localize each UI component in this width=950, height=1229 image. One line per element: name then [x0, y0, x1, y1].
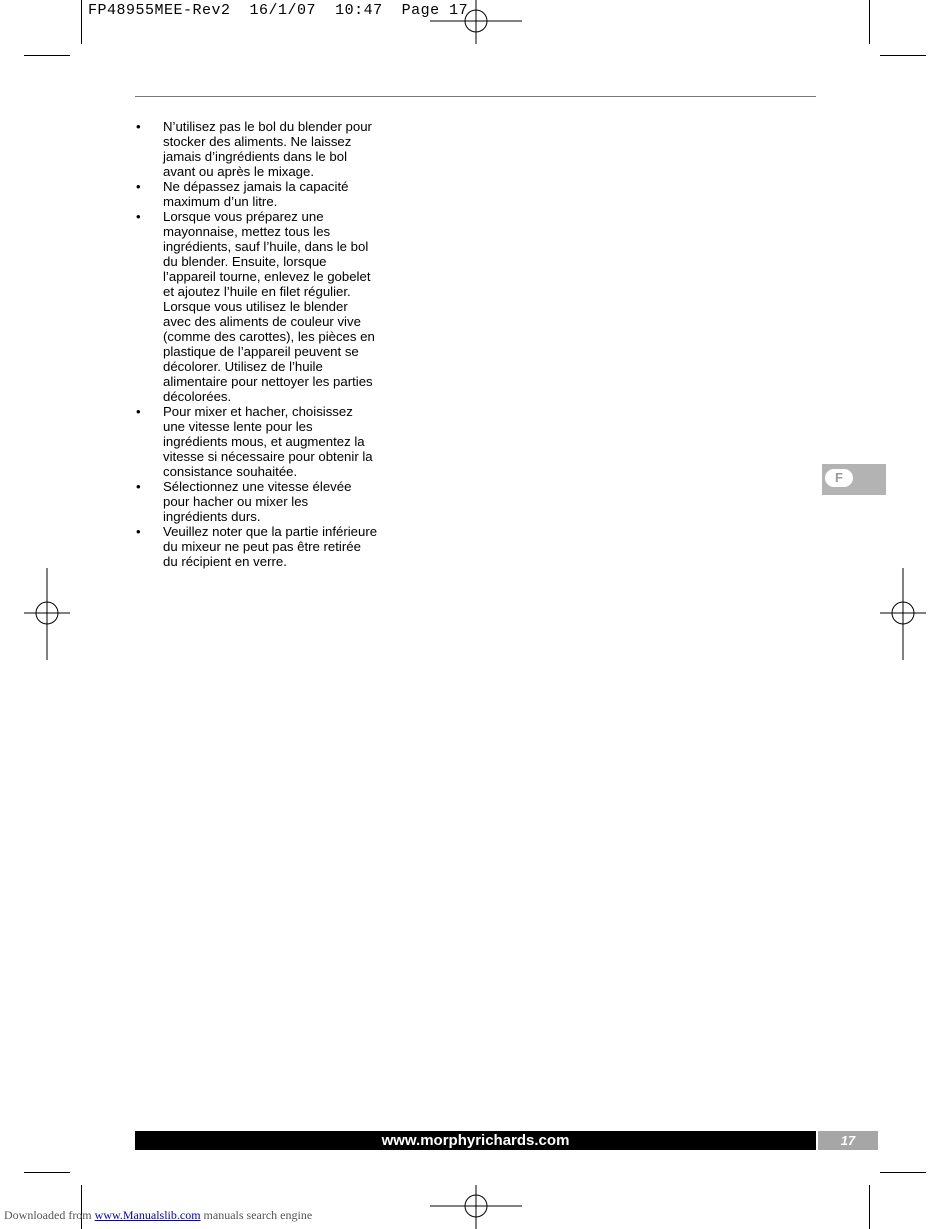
print-slug [88, 2, 468, 19]
list-item [136, 524, 386, 569]
list-item-line: pour hacher ou mixer les [163, 494, 309, 509]
download-note [4, 1208, 312, 1223]
crop-mark-top-left-vertical [81, 0, 82, 44]
registration-mark-right [880, 568, 926, 660]
list-item-line: Veuillez noter que la partie inférieure [163, 524, 378, 539]
list-item-line: ingrédients, sauf l’huile, dans le bol [163, 239, 369, 254]
download-note-suffix: manuals search engine [200, 1208, 313, 1222]
footer-website: www.morphyrichards.com [135, 1131, 816, 1150]
language-badge: F [825, 469, 853, 487]
crop-mark-bottom-right-horizontal [880, 1172, 926, 1173]
slug-time: 10:47 [335, 2, 383, 19]
list-item-line: du blender. Ensuite, lorsque [163, 254, 327, 269]
crop-mark-top-left-horizontal [24, 55, 70, 56]
list-item [136, 179, 386, 209]
list-item-line: ingrédients durs. [163, 509, 261, 524]
bullet-dot: • [136, 179, 141, 194]
list-item-line: jamais d’ingrédients dans le bol [163, 149, 348, 164]
bullet-dot: • [136, 524, 141, 539]
list-item-line: stocker des aliments. Ne laissez [163, 134, 352, 149]
crop-mark-top-right-vertical [869, 0, 870, 44]
bullet-dot: • [136, 209, 141, 224]
registration-mark-left [24, 568, 70, 660]
crop-mark-bottom-right-vertical [869, 1185, 870, 1229]
instruction-list [136, 119, 386, 569]
list-item-line: mayonnaise, mettez tous les [163, 224, 331, 239]
list-item-line: Pour mixer et hacher, choisissez [163, 404, 353, 419]
slug-date: 16/1/07 [249, 2, 317, 19]
list-item [136, 209, 386, 404]
bullet-dot: • [136, 479, 141, 494]
list-item-line: Lorsque vous utilisez le blender [163, 299, 348, 314]
list-item-line: (comme des carottes), les pièces en [163, 329, 375, 344]
list-item-line: une vitesse lente pour les [163, 419, 313, 434]
download-note-prefix: Downloaded from [4, 1208, 95, 1222]
list-item-line: alimentaire pour nettoyer les parties [163, 374, 373, 389]
list-item-line: maximum d’un litre. [163, 194, 278, 209]
page-number: 17 [818, 1131, 878, 1150]
list-item-line: ingrédients mous, et augmentez la [163, 434, 365, 449]
list-item-line: N’utilisez pas le bol du blender pour [163, 119, 372, 134]
list-item-line: du récipient en verre. [163, 554, 287, 569]
list-item-line: l’appareil tourne, enlevez le gobelet [163, 269, 371, 284]
list-item [136, 479, 386, 524]
header-rule [135, 96, 816, 97]
manualslib-link[interactable]: www.Manualslib.com [94, 1208, 201, 1222]
list-item-line: consistance souhaitée. [163, 464, 298, 479]
registration-mark-top [430, 0, 522, 44]
language-tab [822, 464, 886, 495]
slug-job: FP48955MEE-Rev2 [88, 2, 231, 19]
list-item-line: et ajoutez l’huile en filet régulier. [163, 284, 351, 299]
list-item [136, 404, 386, 479]
list-item-line: du mixeur ne peut pas être retirée [163, 539, 361, 554]
list-item-line: Lorsque vous préparez une [163, 209, 324, 224]
list-item-line: vitesse si nécessaire pour obtenir la [163, 449, 373, 464]
slug-page: Page 17 [401, 2, 469, 19]
bullet-dot: • [136, 119, 141, 134]
bullet-dot: • [136, 404, 141, 419]
crop-mark-top-right-horizontal [880, 55, 926, 56]
registration-mark-bottom [430, 1185, 522, 1229]
list-item-line: Sélectionnez une vitesse élevée [163, 479, 352, 494]
list-item-line: décolorées. [163, 389, 232, 404]
list-item-line: avant ou après le mixage. [163, 164, 315, 179]
list-item-line: Ne dépassez jamais la capacité [163, 179, 349, 194]
crop-mark-bottom-left-horizontal [24, 1172, 70, 1173]
list-item [136, 119, 386, 179]
list-item-line: avec des aliments de couleur vive [163, 314, 361, 329]
list-item-line: décolorer. Utilisez de l’huile [163, 359, 323, 374]
list-item-line: plastique de l’appareil peuvent se [163, 344, 359, 359]
